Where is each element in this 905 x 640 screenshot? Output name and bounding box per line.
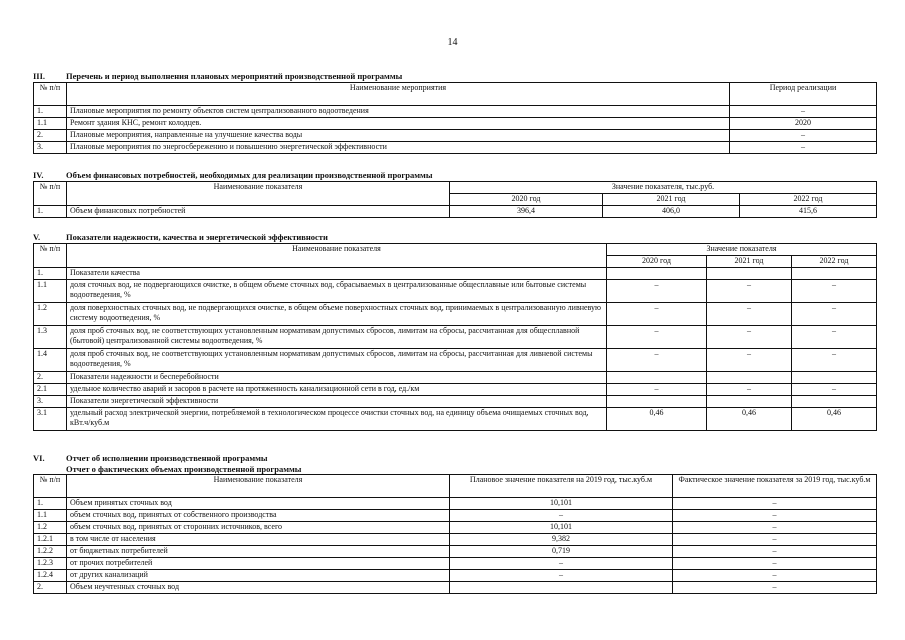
s5-row-4-name: доля проб сточных вод, не соответствующих установленным нормативам допустимых сбросов, лимитам на сбросы, рассчитанная для общесплавной (бытовой) централизованной системы водоотведения, % <box>67 326 607 349</box>
s5-header-2021: 2021 год <box>707 256 792 268</box>
s6-row-5-name: от бюджетных потребителей <box>67 546 450 558</box>
section-4-table <box>33 181 877 218</box>
s6-row-4-plan: 9,382 <box>450 534 673 546</box>
s5-row-5-2020: – <box>607 349 707 372</box>
s6-row-1-name: Объем принятых сточных вод <box>67 498 450 510</box>
table-row <box>34 349 877 372</box>
s5-row-2-name: доля сточных вод, не подвергающихся очистке, в общем объеме сточных вод, сбрасываемых в централизованные общесплавные или бытовые системы водоотведения, % <box>67 280 607 303</box>
s5-row-6-2022 <box>792 372 877 384</box>
s3-row-3-period: – <box>730 130 877 142</box>
s5-row-7-name: удельное количество аварий и засоров в расчете на протяженность канализационной сети в год, ед./км <box>67 384 607 396</box>
s5-row-7-2022: – <box>792 384 877 396</box>
s4-row-1-2021: 406,0 <box>603 206 740 218</box>
s5-row-9-2022: 0,46 <box>792 408 877 431</box>
s5-row-7-2021: – <box>707 384 792 396</box>
table-row <box>34 546 877 558</box>
s6-row-1-plan: 10,101 <box>450 498 673 510</box>
s3-row-3-name: Плановые мероприятия, направленные на улучшение качества воды <box>67 130 730 142</box>
s5-row-2-2020: – <box>607 280 707 303</box>
s3-row-2-name: Ремонт здания КНС, ремонт колодцев. <box>67 118 730 130</box>
s5-row-8-2021 <box>707 396 792 408</box>
s6-row-2-plan: – <box>450 510 673 522</box>
section-6-number: VI. <box>33 453 45 463</box>
section-3-title <box>33 71 876 82</box>
s3-row-4-period: – <box>730 142 877 154</box>
section-3 <box>33 71 876 154</box>
s6-row-8-no: 2. <box>34 582 67 594</box>
s6-row-5-plan: 0,719 <box>450 546 673 558</box>
s5-header-value: Значение показателя <box>607 244 877 256</box>
s3-header-period: Период реализации <box>730 83 877 106</box>
s6-row-8-fact: – <box>673 582 877 594</box>
s6-row-5-no: 1.2.2 <box>34 546 67 558</box>
s3-row-4-no: 3. <box>34 142 67 154</box>
s5-row-7-no: 2.1 <box>34 384 67 396</box>
s6-row-8-plan <box>450 582 673 594</box>
s6-row-7-no: 1.2.4 <box>34 570 67 582</box>
section-6-title <box>33 453 876 464</box>
s4-row-1-2022: 415,6 <box>740 206 877 218</box>
s6-row-3-name: объем сточных вод, принятых от сторонних источников, всего <box>67 522 450 534</box>
s5-row-8-name: Показатели энергетической эффективности <box>67 396 607 408</box>
section-4-title <box>33 170 876 181</box>
s5-row-1-no: 1. <box>34 268 67 280</box>
s5-row-9-name: удельный расход электрической энергии, потребляемой в технологическом процессе очистки сточных вод, на единицу объема очищаемых сточных вод, кВт.ч/куб.м <box>67 408 607 431</box>
s5-row-5-name: доля проб сточных вод, не соответствующих установленным нормативам допустимых сбросов, лимитам на сбросы, рассчитанная для ливневой системы водоотведения, % <box>67 349 607 372</box>
section-4 <box>33 170 876 218</box>
s4-row-1-2020: 396,4 <box>450 206 603 218</box>
s5-row-6-2021 <box>707 372 792 384</box>
section-3-heading: Перечень и период выполнения плановых мероприятий производственной программы <box>66 71 403 81</box>
s5-row-3-name: доля поверхностных сточных вод, не подвергающихся очистке, в общем объеме поверхностных сточных вод, принимаемых в централизованную ливневую систему водоотведения, % <box>67 303 607 326</box>
table-row <box>34 558 877 570</box>
section-5-heading: Показатели надежности, качества и энергетической эффективности <box>66 232 328 242</box>
s5-header-no: № п/п <box>34 244 67 268</box>
section-6-heading: Отчет об исполнении производственной программы <box>66 453 268 463</box>
s6-row-4-fact: – <box>673 534 877 546</box>
s5-row-4-2021: – <box>707 326 792 349</box>
s3-row-2-period: 2020 <box>730 118 877 130</box>
section-5-number: V. <box>33 232 41 242</box>
s4-header-value: Значение показателя, тыс.руб. <box>450 182 877 194</box>
s5-row-9-2020: 0,46 <box>607 408 707 431</box>
page-number: 14 <box>447 37 458 48</box>
s5-row-2-no: 1.1 <box>34 280 67 303</box>
table-row <box>34 582 877 594</box>
s5-row-1-2022 <box>792 268 877 280</box>
s6-row-7-fact: – <box>673 570 877 582</box>
s5-row-1-name: Показатели качества <box>67 268 607 280</box>
s4-header-name: Наименование показателя <box>67 182 450 206</box>
s5-header-name: Наименование показателя <box>67 244 607 268</box>
s5-row-3-no: 1.2 <box>34 303 67 326</box>
s6-header-plan: Плановое значение показателя на 2019 год, тыс.куб.м <box>450 475 673 498</box>
table-row <box>34 384 877 396</box>
s3-row-1-period: – <box>730 106 877 118</box>
s5-row-4-no: 1.3 <box>34 326 67 349</box>
s5-row-8-2022 <box>792 396 877 408</box>
s6-row-1-fact: – <box>673 498 877 510</box>
s6-header-fact: Фактическое значение показателя за 2019 год, тыс.куб.м <box>673 475 877 498</box>
s5-row-8-no: 3. <box>34 396 67 408</box>
table-row <box>34 130 877 142</box>
s5-row-3-2020: – <box>607 303 707 326</box>
s6-header-no: № п/п <box>34 475 67 498</box>
s5-row-1-2021 <box>707 268 792 280</box>
table-row <box>34 510 877 522</box>
s6-row-3-plan: 10,101 <box>450 522 673 534</box>
s5-row-6-2020 <box>607 372 707 384</box>
table-row <box>34 280 877 303</box>
table-row <box>34 498 877 510</box>
s4-row-1-name: Объем финансовых потребностей <box>67 206 450 218</box>
s3-row-3-no: 2. <box>34 130 67 142</box>
table-row <box>34 408 877 431</box>
s3-row-2-no: 1.1 <box>34 118 67 130</box>
s5-row-4-2022: – <box>792 326 877 349</box>
s4-header-2020: 2020 год <box>450 194 603 206</box>
s6-row-6-no: 1.2.3 <box>34 558 67 570</box>
s5-row-4-2020: – <box>607 326 707 349</box>
section-4-heading: Объем финансовых потребностей, необходимых для реализации производственной программы <box>66 170 433 180</box>
s5-row-3-2021: – <box>707 303 792 326</box>
s6-row-7-name: от других канализаций <box>67 570 450 582</box>
s6-row-2-fact: – <box>673 510 877 522</box>
s4-header-no: № п/п <box>34 182 67 206</box>
section-6-table <box>33 474 877 594</box>
table-row <box>34 106 877 118</box>
table-row <box>34 118 877 130</box>
section-6-subtitle: Отчет о фактических объемах производственной программы <box>66 464 302 474</box>
s5-row-5-2021: – <box>707 349 792 372</box>
section-5-table <box>33 243 877 431</box>
s5-row-3-2022: – <box>792 303 877 326</box>
s5-row-8-2020 <box>607 396 707 408</box>
s6-row-6-name: от прочих потребителей <box>67 558 450 570</box>
section-5-title <box>33 232 876 243</box>
section-6 <box>33 453 876 594</box>
s5-row-6-name: Показатели надежности и бесперебойности <box>67 372 607 384</box>
table-row <box>34 326 877 349</box>
s6-row-5-fact: – <box>673 546 877 558</box>
s6-row-3-fact: – <box>673 522 877 534</box>
s6-row-7-plan: – <box>450 570 673 582</box>
s5-header-2022: 2022 год <box>792 256 877 268</box>
s5-row-6-no: 2. <box>34 372 67 384</box>
s5-row-9-no: 3.1 <box>34 408 67 431</box>
s5-row-1-2020 <box>607 268 707 280</box>
table-row <box>34 372 877 384</box>
s3-row-4-name: Плановые мероприятия по энергосбережению и повышению энергетической эффективности <box>67 142 730 154</box>
s6-header-name: Наименование показателя <box>67 475 450 498</box>
section-5 <box>33 232 876 431</box>
s3-row-1-name: Плановые мероприятия по ремонту объектов систем централизованного водоотведения <box>67 106 730 118</box>
s5-row-5-no: 1.4 <box>34 349 67 372</box>
section-3-number: III. <box>33 71 46 81</box>
s6-row-4-name: в том числе от населения <box>67 534 450 546</box>
table-row <box>34 534 877 546</box>
s5-row-2-2021: – <box>707 280 792 303</box>
table-row <box>34 570 877 582</box>
s4-header-2021: 2021 год <box>603 194 740 206</box>
table-row <box>34 396 877 408</box>
s6-row-6-fact: – <box>673 558 877 570</box>
s6-row-6-plan: – <box>450 558 673 570</box>
s3-row-1-no: 1. <box>34 106 67 118</box>
section-3-table <box>33 82 877 154</box>
s5-row-9-2021: 0,46 <box>707 408 792 431</box>
s3-header-no: № п/п <box>34 83 67 106</box>
s3-header-name: Наименование мероприятия <box>67 83 730 106</box>
section-4-number: IV. <box>33 170 44 180</box>
s5-row-2-2022: – <box>792 280 877 303</box>
s6-row-8-name: Объем неучтенных сточных вод <box>67 582 450 594</box>
s5-row-7-2020: – <box>607 384 707 396</box>
table-row <box>34 206 877 218</box>
s6-row-4-no: 1.2.1 <box>34 534 67 546</box>
s4-row-1-no: 1. <box>34 206 67 218</box>
s6-row-1-no: 1. <box>34 498 67 510</box>
table-row <box>34 268 877 280</box>
table-row <box>34 303 877 326</box>
s4-header-2022: 2022 год <box>740 194 877 206</box>
table-row <box>34 522 877 534</box>
s6-row-2-no: 1.1 <box>34 510 67 522</box>
s5-row-5-2022: – <box>792 349 877 372</box>
s6-row-2-name: объем сточных вод, принятых от собственного производства <box>67 510 450 522</box>
s5-header-2020: 2020 год <box>607 256 707 268</box>
s6-row-3-no: 1.2 <box>34 522 67 534</box>
table-row <box>34 142 877 154</box>
